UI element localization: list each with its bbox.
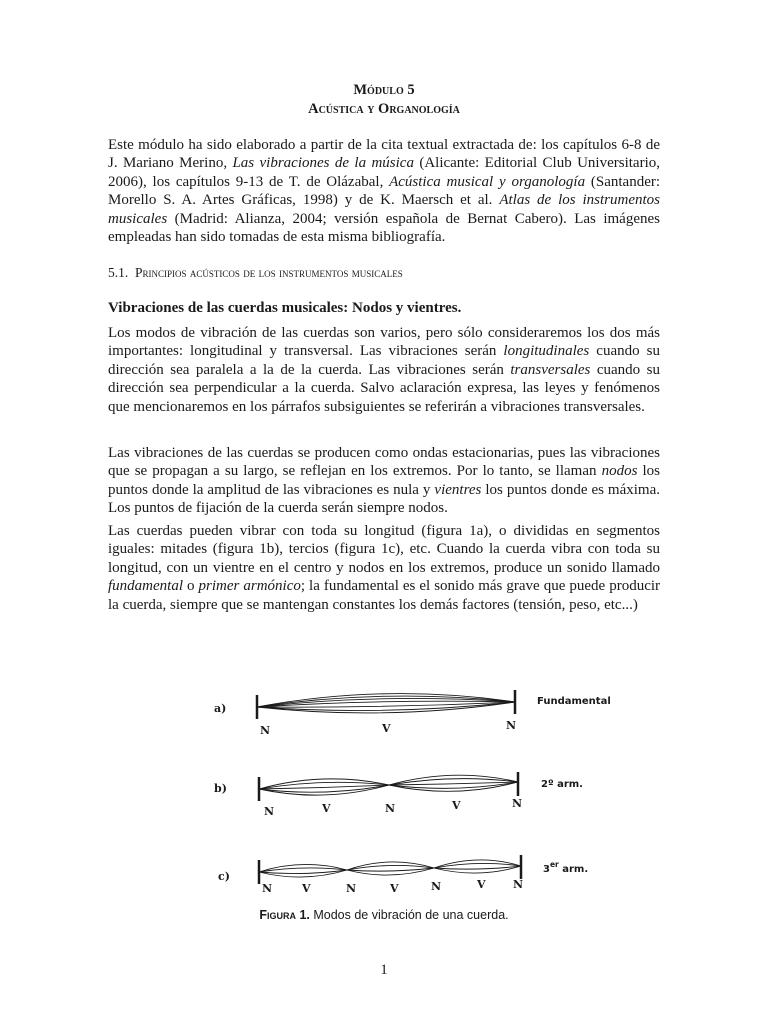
row-a-label: a) — [214, 702, 227, 715]
row-c-mark-5: N — [431, 880, 442, 893]
row-c-mark-7: N — [513, 878, 524, 891]
string-modes-diagram — [200, 652, 611, 904]
subsection-heading: Vibraciones de las cuerdas musicales: Nodos y vientres. — [108, 300, 462, 316]
row-c-mark-3: N — [346, 882, 357, 895]
row-a-name: Fundamental — [537, 696, 611, 707]
figure-caption: Figura 1. Modos de vibración de una cuerda. — [259, 908, 509, 922]
row-b-waveform — [259, 772, 518, 801]
paragraph-vibration-modes: Los modos de vibración de las cuerdas son varios, pero sólo consideraremos los dos más importantes: longitudinal y transversal. Las vibraciones serán longitudinales cuando su dirección sea paralela a la de la cuerda. Las vibraciones serán transversales cuando su dirección sea perpendicular a la cuerda. Salvo aclaración expresa, las leyes y fenómenos que mencionaremos en los párrafos subsiguientes se referirán a vibraciones transversales. — [108, 325, 660, 415]
figure-string-vibration-modes — [200, 652, 611, 904]
row-c-label: c) — [218, 870, 230, 883]
row-c-mark-4: V — [390, 882, 399, 895]
section-heading: 5.1. Principios acústicos de los instrumentos musicales — [108, 265, 403, 280]
row-b-mark-3: N — [385, 802, 396, 815]
paragraph-nodes-antinodes: Las vibraciones de las cuerdas se producen como ondas estacionarias, pues las vibraciones que se propagan a su largo, se reflejan en los extremos. Por lo tanto, se llaman nodos los puntos donde la amplitud de las vibraciones es nula y vientres los puntos donde es máxima. Los puntos de fijación de la cuerda serán siempre nodos. — [108, 445, 660, 517]
row-a-mark-2: V — [382, 722, 391, 735]
row-a-mark-1: N — [260, 724, 271, 737]
row-c-name: 3er arm. — [543, 860, 589, 875]
paragraph-harmonics: Las cuerdas pueden vibrar con toda su longitud (figura 1a), o divididas en segmentos iguales: mitades (figura 1b), tercios (figura 1c), etc. Cuando la cuerda vibra con toda su longitud, con un vientre en el centro y nodos en los extremos, produce un sonido llamado fundamental o primer armónico; la fundamental es el sonido más grave que puede producir la cuerda, siempre que se mantengan constantes los demás factores (tensión, peso, etc...) — [108, 523, 661, 613]
module-subtitle: Acústica y Organología — [308, 101, 460, 117]
row-c-mark-6: V — [477, 878, 486, 891]
row-b-mark-2: V — [322, 802, 331, 815]
module-title: Módulo 5 — [353, 82, 415, 98]
row-c-mark-2: V — [302, 882, 311, 895]
row-a-mark-3: N — [506, 719, 517, 732]
row-b-label: b) — [214, 782, 227, 795]
row-b-mark-1: N — [264, 805, 275, 818]
page-number: 1 — [380, 962, 388, 978]
row-a-waveform — [257, 690, 515, 719]
row-c-mark-1: N — [262, 882, 273, 895]
intro-paragraph: Este módulo ha sido elaborado a partir de la cita textual extractada de: los capítulos 6-8 de J. Mariano Merino, Las vibraciones de la música (Alicante: Editorial Club Universitario, 2006), los capítulos 9-13 de T. de Olázabal, Acústica musical y organología (Santander: Morello S. A. Artes Gráficas, 1998) y de K. Maersch et al. Atlas de los instrumentos musicales (Madrid: Alianza, 2004; versión española de Bernat Cabero). Las imágenes empleadas han sido tomadas de esta misma bibliografía. — [108, 137, 661, 246]
row-b-mark-5: N — [512, 797, 523, 810]
row-b-mark-4: V — [452, 799, 461, 812]
row-b-name: 2º arm. — [541, 779, 583, 790]
